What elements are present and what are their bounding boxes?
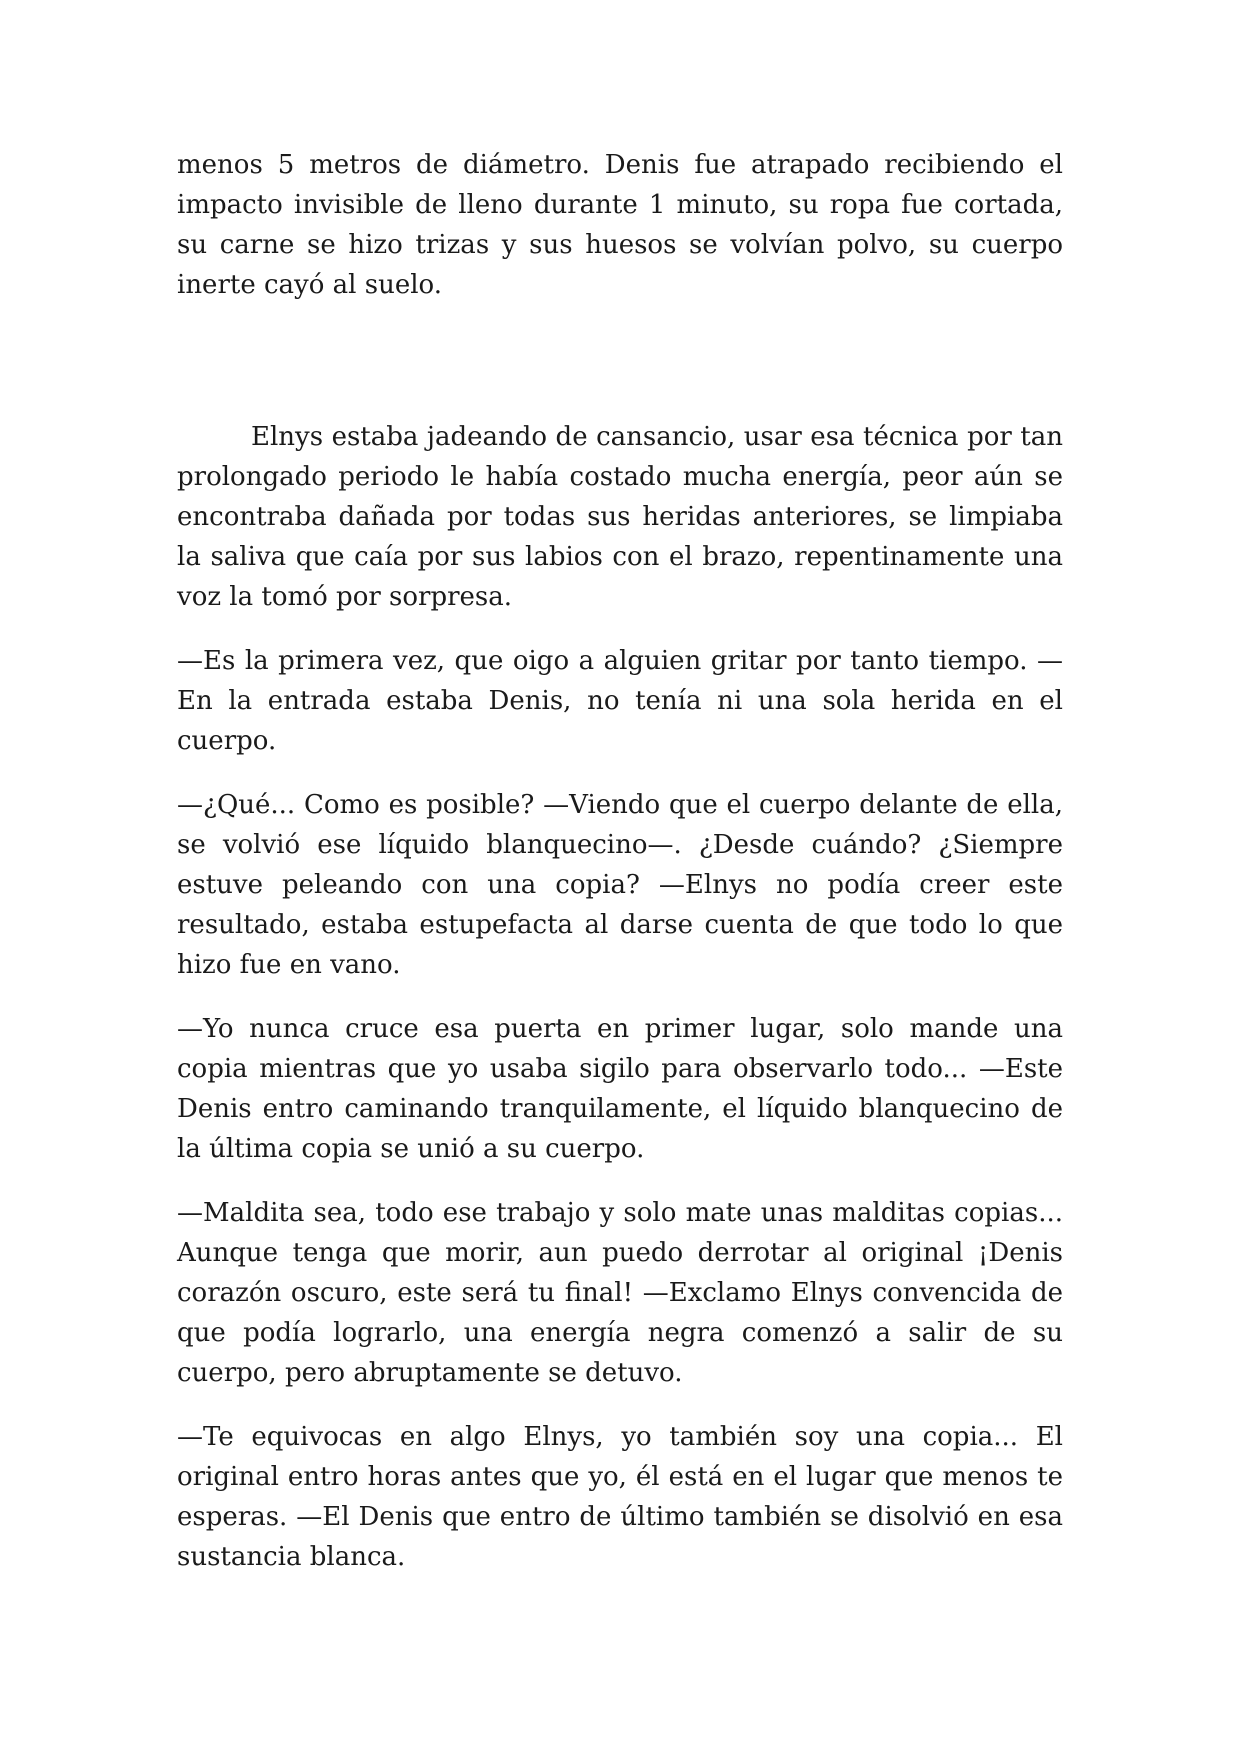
paragraph-7: —Te equivocas en algo Elnys, yo también soy una copia... El original entro horas antes que yo, él está en el lugar que menos te esperas. —El Denis que entro de último también se disolvió en esa sustancia blanca. bbox=[177, 1422, 1063, 1572]
paragraph-6: —Maldita sea, todo ese trabajo y solo mate unas malditas copias... Aunque tenga que morir, aun puedo derrotar al original ¡Denis corazón oscuro, este será tu final! —Exclamo Elnys convencida de que podía lograrlo, una energía negra comenzó a salir de su cuerpo, pero abruptamente se detuvo. bbox=[177, 1198, 1063, 1388]
paragraph-4: —¿Qué... Como es posible? —Viendo que el cuerpo delante de ella, se volvió ese líquido blanquecino—. ¿Desde cuándo? ¿Siempre estuve peleando con una copia? —Elnys no podía creer este resultado, estaba estupefacta al darse cuenta de que todo lo que hizo fue en vano. bbox=[177, 790, 1063, 980]
paragraph-1: menos 5 metros de diámetro. Denis fue atrapado recibiendo el impacto invisible de lleno durante 1 minuto, su ropa fue cortada, su carne se hizo trizas y sus huesos se volvían polvo, su cuerpo inerte cayó al suelo. bbox=[177, 150, 1063, 300]
page-body bbox=[177, 145, 1063, 1601]
paragraph-5: —Yo nunca cruce esa puerta en primer lugar, solo mande una copia mientras que yo usaba sigilo para observarlo todo... —Este Denis entro caminando tranquilamente, el líquido blanquecino de la última copia se unió a su cuerpo. bbox=[177, 1014, 1063, 1164]
paragraph-2: Elnys estaba jadeando de cansancio, usar esa técnica por tan prolongado periodo le había costado mucha energía, peor aún se encontraba dañada por todas sus heridas anteriores, se limpiaba la saliva que caía por sus labios con el brazo, repentinamente una voz la tomó por sorpresa. bbox=[177, 422, 1063, 612]
paragraph-3: —Es la primera vez, que oigo a alguien gritar por tanto tiempo. —En la entrada estaba Denis, no tenía ni una sola herida en el cuerpo. bbox=[177, 646, 1063, 756]
